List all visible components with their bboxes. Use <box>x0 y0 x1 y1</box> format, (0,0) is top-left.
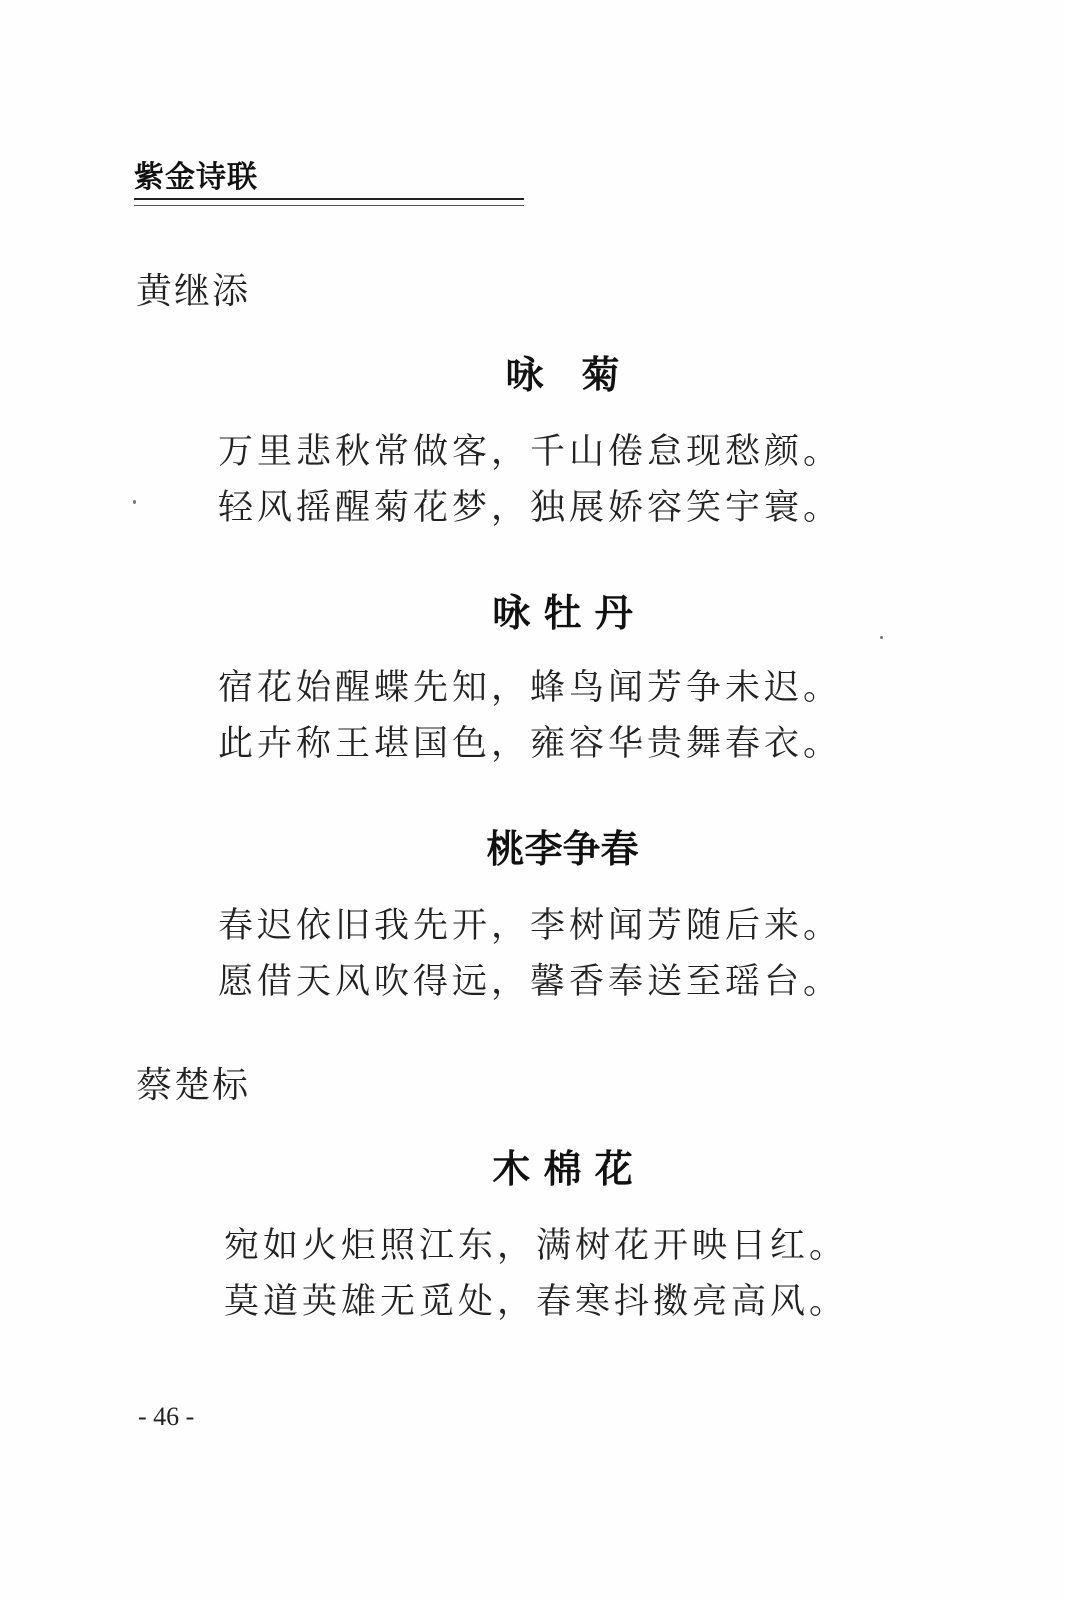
author-name: 蔡楚标 <box>136 1065 251 1106</box>
poem-line: 莫道英雄无觅处，春寒抖擞亮高风。 <box>224 1282 849 1322</box>
poem-title: 咏 菊 <box>505 353 620 397</box>
poem-line: 愿借天风吹得远，馨香奉送至瑶台。 <box>218 962 843 1002</box>
running-head <box>134 160 524 206</box>
running-head-rule <box>134 198 524 206</box>
poem-line: 此卉称王堪国色，雍容华贵舞春衣。 <box>218 724 843 764</box>
poem-line: 轻风摇醒菊花梦，独展娇容笑宇寰。 <box>218 488 843 528</box>
poem-body <box>218 424 842 536</box>
author-name: 黄继添 <box>136 271 251 312</box>
page-number: - 46 - <box>138 1402 195 1431</box>
poem-title: 木 棉 花 <box>492 1147 633 1191</box>
poem-title: 咏 牡 丹 <box>492 591 633 635</box>
poem-line: 春迟依旧我先开，李树闻芳随后来。 <box>218 906 843 946</box>
scan-speck <box>880 636 883 639</box>
poem-body <box>218 660 842 772</box>
poem-body <box>224 1218 848 1330</box>
poem-body <box>218 898 842 1010</box>
poem-line: 万里悲秋常做客，千山倦怠现愁颜。 <box>218 432 843 472</box>
poem-title: 桃李争春 <box>486 827 639 871</box>
scan-speck <box>133 500 136 504</box>
poem-line: 宿花始醒蝶先知，蜂鸟闻芳争未迟。 <box>218 668 843 708</box>
poem-line: 宛如火炬照江东，满树花开映日红。 <box>224 1226 849 1266</box>
running-head-title: 紫金诗联 <box>134 160 258 195</box>
